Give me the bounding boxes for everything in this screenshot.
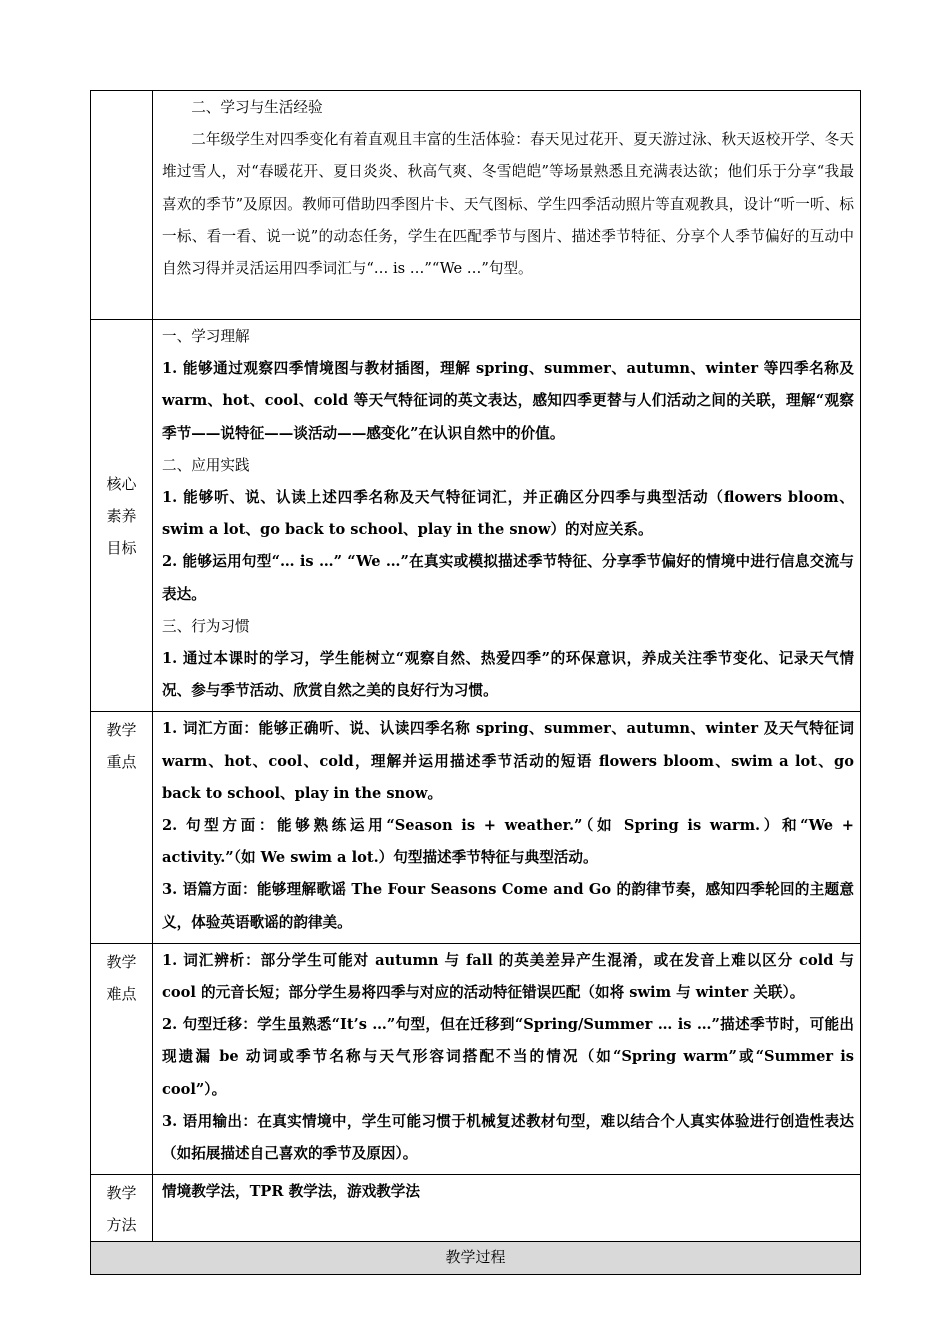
learning-understanding-item-1: 1. 能够通过观察四季情境图与教材插图，理解 spring、summer、autumn、winter 等四季名称及 warm、hot、cool、cold 等天气特征词的英文表达，感知四季更替与人们活动之间的关联，理解“观察季节——说特征——谈活动——感变化”在认识自然中的价值。 xyxy=(162,360,854,442)
teaching-difficulty-label xyxy=(91,943,153,1174)
teaching-focus-label xyxy=(91,712,153,943)
teaching-difficulty-item-2: 2. 句型迁移：学生虽熟悉“It’s …”句型，但在迁移到“Spring/Summer … is …”描述季节时，可能出现遗漏 be 动词或季节名称与天气形容词搭配不当的情况（如“Spring warm”或“Summer is cool”）。 xyxy=(162,1016,854,1098)
teaching-method-label-line-1: 教学 xyxy=(106,1184,137,1203)
core-goals-label xyxy=(91,320,153,712)
teaching-focus-item-2: 2. 句型方面：能够熟练运用“Season is + weather.”（如 Spring is warm.）和“We + activity.”（如 We swim a lot.）句型描述季节特征与典型活动。 xyxy=(162,817,854,867)
teaching-method-label-line-2: 方法 xyxy=(106,1216,137,1235)
experience-text: 二年级学生对四季变化有着直观且丰富的生活体验：春天见过花开、夏天游过泳、秋天返校开学、冬天堆过雪人，对“春暖花开、夏日炎炎、秋高气爽、冬雪皑皑”等场景熟悉且充满表达欲；他们乐于分享“我最喜欢的季节”及原因。教师可借助四季图片卡、天气图标、学生四季活动照片等直观教具，设计“听一听、标一标、看一看、说一说”的动态任务，学生在匹配季节与图片、描述季节特征、分享个人季节偏好的互动中自然习得并灵活运用四季词汇与“… is …”“We …”句型。 xyxy=(162,131,854,278)
teaching-method-row xyxy=(91,1175,861,1242)
experience-heading: 二、学习与生活经验 xyxy=(191,99,323,116)
teaching-focus-label-line-1: 教学 xyxy=(106,721,137,740)
experience-label-cell xyxy=(91,91,153,320)
application-practice-item-2: 2. 能够运用句型“… is …” “We …”在真实或模拟描述季节特征、分享季节偏好的情境中进行信息交流与表达。 xyxy=(162,553,854,603)
application-practice-heading: 二、应用实践 xyxy=(162,456,250,474)
teaching-process-row xyxy=(91,1242,861,1275)
behavior-habits-item-1: 1. 通过本课时的学习，学生能树立“观察自然、热爱四季”的环保意识，养成关注季节变化、记录天气情况、参与季节活动、欣赏自然之美的良好行为习惯。 xyxy=(162,650,854,700)
teaching-focus-label-line-2: 重点 xyxy=(106,753,137,772)
teaching-focus-item-3: 3. 语篇方面：能够理解歌谣 The Four Seasons Come and Go 的韵律节奏，感知四季轮回的主题意义，体验英语歌谣的韵律美。 xyxy=(162,881,854,931)
lesson-plan-table xyxy=(90,90,861,1275)
teaching-difficulty-label-line-2: 难点 xyxy=(106,984,137,1003)
teaching-method-label xyxy=(91,1175,153,1242)
teaching-difficulty-label-line-1: 教学 xyxy=(106,952,137,971)
core-goals-label-line-3: 目标 xyxy=(106,538,137,557)
core-goals-content xyxy=(153,320,861,712)
experience-content-cell xyxy=(153,91,861,320)
teaching-difficulty-content xyxy=(153,943,861,1174)
core-goals-label-line-1: 核心 xyxy=(106,474,137,493)
experience-row xyxy=(91,91,861,320)
teaching-difficulty-item-3: 3. 语用输出：在真实情境中，学生可能习惯于机械复述教材句型，难以结合个人真实体验进行创造性表达（如拓展描述自己喜欢的季节及原因）。 xyxy=(162,1112,854,1163)
application-practice-item-1: 1. 能够听、说、认读上述四季名称及天气特征词汇，并正确区分四季与典型活动（flowers bloom、swim a lot、go back to school、play in the snow）的对应关系。 xyxy=(162,489,854,539)
teaching-process-header: 教学过程 xyxy=(91,1242,861,1275)
learning-understanding-heading: 一、学习理解 xyxy=(162,328,250,345)
behavior-habits-heading: 三、行为习惯 xyxy=(162,617,250,635)
teaching-focus-content xyxy=(153,712,861,943)
core-goals-row xyxy=(91,320,861,712)
teaching-method-content xyxy=(153,1175,861,1242)
teaching-focus-item-1: 1. 词汇方面：能够正确听、说、认读四季名称 spring、summer、autumn、winter 及天气特征词 warm、hot、cool、cold，理解并运用描述季节活动的短语 flowers bloom、swim a lot、go back to school、play in the snow。 xyxy=(162,720,854,802)
teaching-difficulty-item-1: 1. 词汇辨析：部分学生可能对 autumn 与 fall 的英美差异产生混淆，或在发音上难以区分 cold 与 cool 的元音长短；部分学生易将四季与对应的活动特征错误匹配（如将 swim 与 winter 关联）。 xyxy=(162,951,854,1002)
teaching-method-text: 情境教学法，TPR 教学法，游戏教学法 xyxy=(162,1183,420,1201)
teaching-difficulty-row xyxy=(91,943,861,1174)
core-goals-label-line-2: 素养 xyxy=(106,506,137,525)
teaching-focus-row xyxy=(91,712,861,943)
lesson-plan-page xyxy=(90,90,860,1275)
